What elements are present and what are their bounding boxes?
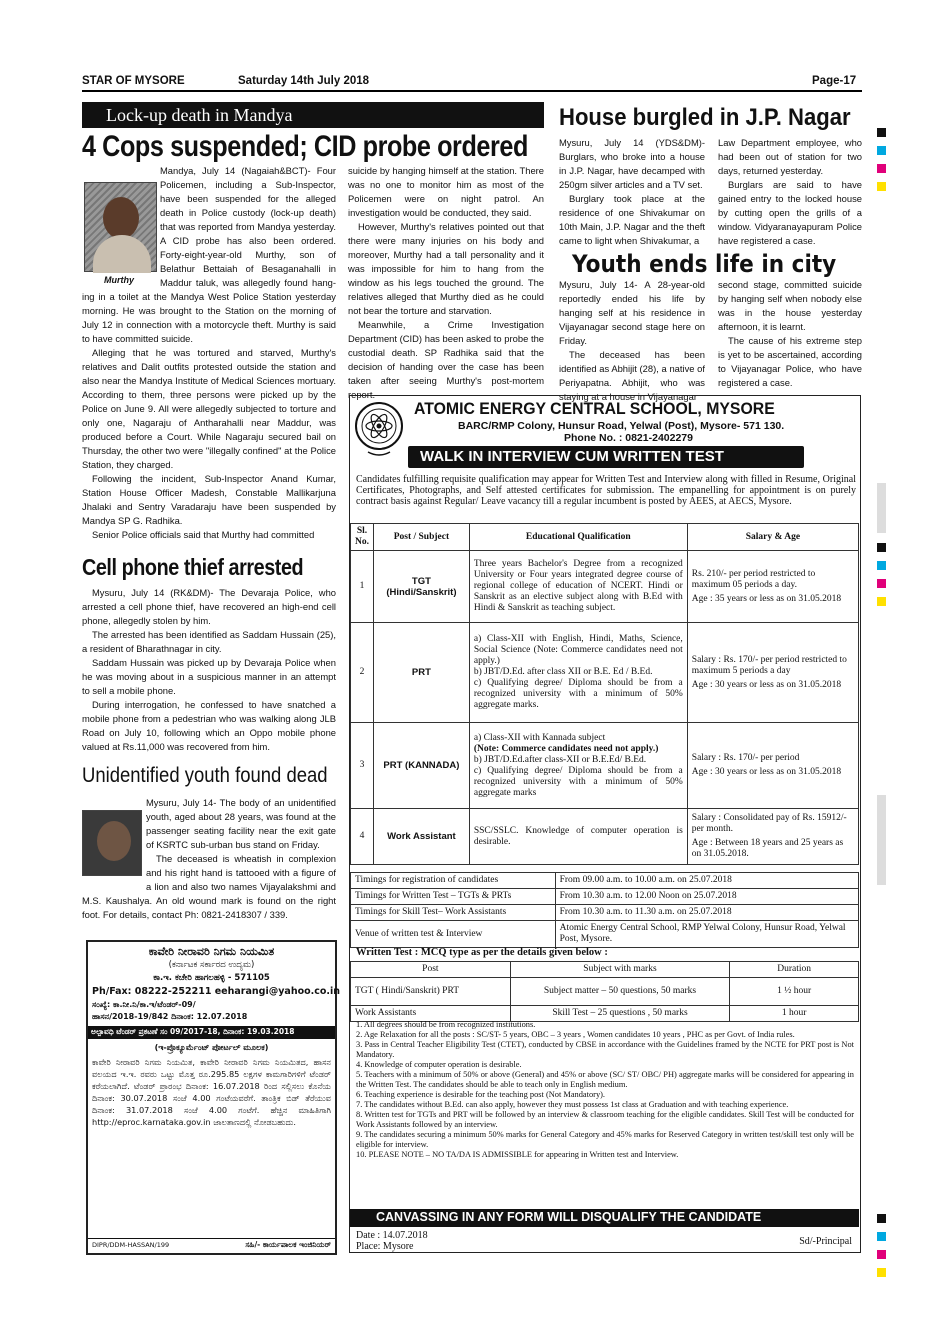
registration-bar-mid — [877, 543, 886, 606]
kan-contact: Ph/Fax: 08222-252211 eeharangi@yahoo.co.in — [92, 986, 341, 997]
burgled-col1: Mysuru, July 14 (YDS&DM)- Burglars, who broke into a house in J.P. Nagar, have decamped with 250gm silver articles and a TV set. Burglary took place at the residence of one Shivakumar on 10th Main, J.P. Nagar and the theft came to light when Shivakumar, a — [559, 137, 705, 246]
cellphone-headline: Cell phone thief arrested — [82, 554, 304, 580]
gray-bar-1 — [877, 483, 886, 533]
note-item: 6. Teaching experience is desirable for the teaching post (Not Mandatory). — [356, 1090, 606, 1099]
aecs-date: Date : 14.07.2018 — [356, 1230, 428, 1241]
timing-row: Timings for Written Test – TGTs & PRTs From 10.30 a.m. to 12.00 Noon on 25.07.2018 — [351, 889, 859, 905]
kannada-tender-ad — [86, 940, 341, 1255]
registration-bar-bottom — [877, 1214, 886, 1277]
aecs-logo — [354, 400, 404, 460]
written-test-table — [350, 961, 859, 1022]
kan-title: ಕಾವೇರಿ ನೀರಾವರಿ ನಿಗಮ ನಿಯಮಿತ — [148, 945, 275, 958]
note-item: 2. Age Relaxation for all the posts : SC/ST- 5 years, OBC – 3 years , Women candidates 10 years , PHC as per Govt. of India rules. — [356, 1030, 795, 1039]
registration-bar-top — [877, 128, 886, 191]
header-sl: Sl. No. — [351, 524, 374, 551]
cellphone-body: Mysuru, July 14 (RK&DM)- The Devaraja Police, who arrested a cell phone thief, have recovered an high-end cell phone, allegedly stolen by him. The arrested has been identified as Saddam Hussain (25), a resident of Bharathnagar in city. Saddam Hussain was picked up by Devaraja Police when he was moving about in a suspicious manner in an attempt to sell a mobile phone. During interrogation, he confessed to have snatched a mobile phone from a pedestrian who was walking along JLB Road on July 10, following which an Oppo mobile phone valued at Rs.11,000 was recovered from him. — [82, 587, 336, 752]
written-test-title: Written Test : MCQ type as per the details given below : — [356, 947, 608, 958]
aecs-posts-table — [350, 523, 859, 865]
gray-bar-2 — [877, 795, 886, 885]
aecs-address: BARC/RMP Colony, Hunsur Road, Yelwal (Post), Mysore- 571 130. — [458, 420, 785, 432]
masthead-date: Saturday 14th July 2018 — [238, 75, 370, 87]
aecs-timings-table — [350, 872, 859, 948]
kan-footer-right: ಸಹಿ/- ಕಾರ್ಯಪಾಲಕ ಇಂಜಿನಿಯರ್ — [245, 1240, 331, 1249]
lockup-kicker: Lock-up death in Mandya — [82, 102, 544, 128]
aecs-advertisement — [349, 395, 861, 1253]
kan-body: ಕಾವೇರಿ ನೀರಾವರಿ ನಿಗಮ ನಿಯಮಿತ, ಕಾವೇರಿ ನೀರಾವರಿ ನಿಗಮ ನಿಯಮಿತದ, ಹಾಸನ ವಲಯದ ಇ.ಇ. ರವರು ಒಟ್ಟು ಮೊತ್ತ ರೂ.295.85 ಲಕ್ಷಗಳ ಕಾಮಗಾರಿಗಳಿಗೆ ಟೆಂಡರ್ ಕರೆಯಲಾಗಿದೆ. ಟೆಂಡರ್ ಪ್ರಾರಂಭ ದಿನಾಂಕ: 16.07.2018 ರಿಂದ ಸಲ್ಲಿಸಲು ಕೊನೆಯ ದಿನಾಂಕ: 30.07.2018 ಸಂಜೆ 4.00 ಗಂಟೆಯವರೆಗೆ. ತಾಂತ್ರಿಕ ಬಿಡ್ ತೆರೆಯುವ ದಿನಾಂಕ: 31.07.2018 ಸಂಜೆ 4.00 ಗಂಟೆಗೆ. ಹೆಚ್ಚಿನ ಮಾಹಿತಿಗಾಗಿ http://eproc.karnataka.gov.in ಜಾಲತಾಣದಲ್ಲಿ ನೋಡಬಹುದು. — [92, 1057, 331, 1127]
aecs-signature: Sd/-Principal — [799, 1236, 852, 1247]
note-item: 7. The candidates without B.Ed. can also apply, however they must possess 1st class at Graduation and with teaching experience. — [356, 1100, 789, 1109]
burgled-headline: House burgled in J.P. Nagar — [559, 104, 851, 131]
note-item: 5. Teachers with a minimum of 50% or above (General) and 45% or above (SC/ ST/ OBC/ PH) aggregate marks will be considered for appearing in the Written Test. The candidates should be able to teach only in English medium. — [356, 1070, 854, 1089]
timing-row: Venue of written test & Interview Atomic Energy Central School, RMP Yelwal Colony, Hunsur Road, Yelwal Post, Mysore. — [351, 921, 859, 948]
written-header-row: Post Subject with marks Duration — [351, 962, 859, 978]
kan-subtitle: (ಕರ್ನಾಟಕ ಸರ್ಕಾರದ ಉದ್ಯಮ) — [168, 960, 255, 970]
note-item: 1. All degrees should be from recognized institutions. — [356, 1020, 536, 1029]
aecs-school-name: ATOMIC ENERGY CENTRAL SCHOOL, MYSORE — [414, 399, 775, 418]
table-row: 4 Work Assistant SSC/SSLC. Knowledge of computer operation is desirable. Salary : Consolidated pay of Rs. 15912/- per month. Age : Between 18 years and 25 years as on 31.05.2018. — [351, 809, 859, 865]
youthends-headline: Youth ends life in city — [572, 250, 837, 278]
kan-body-heading: (ಇ-ಪ್ರೊಕ್ಯೂರ್ಮೆಂಟ್ ಪೋರ್ಟಲ್ ಮೂಲಕ) — [154, 1043, 269, 1052]
murthy-caption: Murthy — [104, 275, 134, 285]
aecs-banner: WALK IN INTERVIEW CUM WRITTEN TEST — [408, 446, 804, 468]
note-item: 10. PLEASE NOTE – NO TA/DA IS ADMISSIBLE for appearing in Written test and Interview. — [356, 1150, 679, 1159]
kan-footer-left: DIPR/DDM-HASSAN/199 — [92, 1241, 170, 1249]
lockup-col1: Mandya, July 14 (Nagaiah&BCT)- Four Policemen, including a Sub-Inspector, have been suspended for the alleged death in Police custody (lock-up death) that was reported from Mandya yesterday. A CID probe has also been ordered. Forty-eight-year-old Murthy, son of Belathur Bettaiah of Besaganahalli in Maddur taluk, was allegedly found hang- ing in a toilet at the Mandya West Police Station yesterday morning. He was brought to the Station on the morning of July 12 in connection with a motorcycle theft. Murthy is said to have committed suicide. Alleging that he was tortured and starved, Murthy's relatives and Dalit outfits protested outside the station and also near the Mandya Institute of Medical Sciences mortuary. According to them, three persons were picked up by the Police on June 9. All were allegedly subjected to torture and only one, Nagaraju of Antharahalli near Maddur, was produced before a Court. While Nagaraju secured bail on Thursday, the other two were "illegally confined" at the Police Station, they charged. Following the incident, Sub-Inspector Anand Kumar, Station House Officer Madesh, Constable Mallikarjuna Jhalaki and Sentry Varadaraju have been suspended by Mandya SP G. Radhika. Senior Police officials said that Murthy had committed — [82, 165, 336, 540]
note-item: 3. Pass in Central Teacher Eligibility Test (CTET), conducted by CBSE in accordance with the Guidelines framed by the NCTE for PRT post is Not Mandatory. — [356, 1040, 854, 1059]
note-item: 9. The candidates securing a minimum 50% marks for General Category and 45% marks for Reserved Category in written test/skill test only will be eligible for interview. — [356, 1130, 854, 1149]
table-row: 3 PRT (KANNADA) a) Class-XII with Kannada subject (Note: Commerce candidates need not apply.) b) JBT/D.Ed.after class-XII or B.E.Ed/ B.Ed. c) Qualifying degree/ Diploma should be from a recognized university with a minimum of 50% aggregate marks Salary : Rs. 170/- per period Age : 30 years or less as on 31.05.2018 — [351, 723, 859, 809]
masthead-page: Page-17 — [812, 75, 857, 87]
kan-line4: ಹಾಸನ/2018-19/842 ದಿನಾಂಕ: 12.07.2018 — [92, 1012, 248, 1021]
kan-bar: ಅಲ್ಪಾವಧಿ ಟೆಂಡರ್ ಪ್ರಕಟಣೆ ಸಂ 09/2017-18, ದಿನಾಂಕ: 19.03.2018 — [88, 1026, 335, 1039]
written-row: Work Assistants Skill Test – 25 questions , 50 marks 1 hour — [351, 1006, 859, 1022]
aecs-phone: Phone No. : 0821-2402279 — [564, 432, 693, 444]
header-salary: Salary & Age — [687, 524, 858, 551]
lockup-headline: 4 Cops suspended; CID probe ordered — [82, 130, 528, 163]
kan-line1: ಕಾ.ಇ. ಕಚೇರಿ ಹಾಗಲಹಳ್ಳಿ - 571105 — [153, 973, 270, 983]
timing-row: Timings for Skill Test– Work Assistants From 10.30 a.m. to 11.30 a.m. on 25.07.2018 — [351, 905, 859, 921]
lockup-col2: suicide by hanging himself at the station. There was no one to monitor him as most of the Policemen were on night patrol. An investigation would be conducted, they said. However, Murthy's relatives pointed out that there were many injuries on his body and moreover, Murthy had a tall personality and it was impossible for him to hang from the window as his legs touched the ground. The relatives alleged that Murthy died as he could not bear the torture and starvation. Meanwhile, a Crime Investigation Department (CID) has been asked to probe the custodial death. SP Radhika said that the decision of handing over the case has been taken after seeing Murthy's post-mortem report. — [348, 165, 544, 400]
youthends-col2: second stage, committed suicide by hanging self when nobody else was in the house yesterday afternoon, it is learnt. The cause of his extreme step is yet to be ascertained, according to Vijayanagar Police, who have registered a case. — [718, 279, 862, 388]
disqualify-banner: CANVASSING IN ANY FORM WILL DISQUALIFY THE CANDIDATE — [350, 1209, 859, 1227]
aecs-notes — [356, 1020, 854, 1160]
youth-headline: Unidentified youth found dead — [82, 764, 328, 787]
table-row: 2 PRT a) Class-XII with English, Hindi, Maths, Science, Social Science (Note: Commerce candidates need not apply.) b) JBT/D.Ed. after class XII or B.E. Ed / B.Ed. c) Qualifying degree/ Diploma should be from a recognized university with a minimum of 50% aggregate marks. Salary : Rs. 170/- per period restricted to maximum 5 periods a day Age : 30 years or less as on 31.05.2018 — [351, 623, 859, 723]
kan-footer-rule — [88, 1238, 335, 1239]
youth-body: Mysuru, July 14- The body of an unidentified youth, aged about 28 years, was found at the passenger seating facility near the exit gate of KSRTC sub-urban bus stand on Friday. The deceased is wheatish in complexion and his right hand is tattooed with a figure of a lion and also two names Vijayalakshmi and M.S. Kaushalya. An old wound mark is found on the right foot. For details, contact Ph: 0821-2418307 / 339. — [82, 797, 336, 920]
note-item: 8. Written test for TGTs and PRT will be followed by an interview & classroom teaching for the eligible candidates. Skill Test will be conducted for Work Assistants followed by an interview. — [356, 1110, 854, 1129]
masthead-paper: STAR OF MYSORE — [82, 75, 185, 87]
table-header-row — [351, 524, 859, 551]
youthends-col1: Mysuru, July 14- A 28-year-old reportedly ended his life by hanging self at his residence in Vijayanagar second stage here on Friday. The deceased has been identified as Abhijit (28), a native of Periyapatna. Abhijit, who was staying at a house in Vijayanagar — [559, 279, 705, 402]
header-post: Post / Subject — [373, 524, 469, 551]
masthead-rule — [82, 90, 862, 92]
header-qualification: Educational Qualification — [469, 524, 687, 551]
burgled-col2: Law Department employee, who had been out of station for two days, returned yesterday. Burglars are said to have gained entry to the locked house by cutting open the grills of a window. Vidyaranayapuram Police have registered a case. — [718, 137, 862, 246]
table-row: 1 TGT (Hindi/Sanskrit) Three years Bachelor's Degree from a recognized University or Four years integrated degree course of regional college of education of NCERT. Hindi or Sanskrit as an elective subject along with B.Ed with Hindi & Sanskrit as teaching subject. Rs. 210/- per period restricted to maximum 05 periods a day. Age : 35 years or less as on 31.05.2018 — [351, 551, 859, 623]
aecs-intro: Candidates fulfilling requisite qualification may appear for Written Test and Interview along with filled in Resume, Original Certificates, Photographs, and Self attested certificates for submission. The empanelling for appointment is on purely contract basis against Regular/ Leave vacancy till a regular incumbent is posted by AEES, at AECS, Mysore. — [356, 474, 856, 507]
written-row: TGT ( Hindi/Sanskrit) PRT Subject matter – 50 questions, 50 marks 1 ½ hour — [351, 978, 859, 1006]
kan-line3: ಸಂಖ್ಯೆ: ಕಾ.ನೀ.ನಿ/ಕಾ.ಇ/ಟೆಂಡರ್-09/ — [92, 1000, 196, 1009]
timing-row: Timings for registration of candidates From 09.00 a.m. to 10.00 a.m. on 25.07.2018 — [351, 873, 859, 889]
aecs-place: Place: Mysore — [356, 1241, 414, 1252]
note-item: 4. Knowledge of computer operation is desirable. — [356, 1060, 522, 1069]
